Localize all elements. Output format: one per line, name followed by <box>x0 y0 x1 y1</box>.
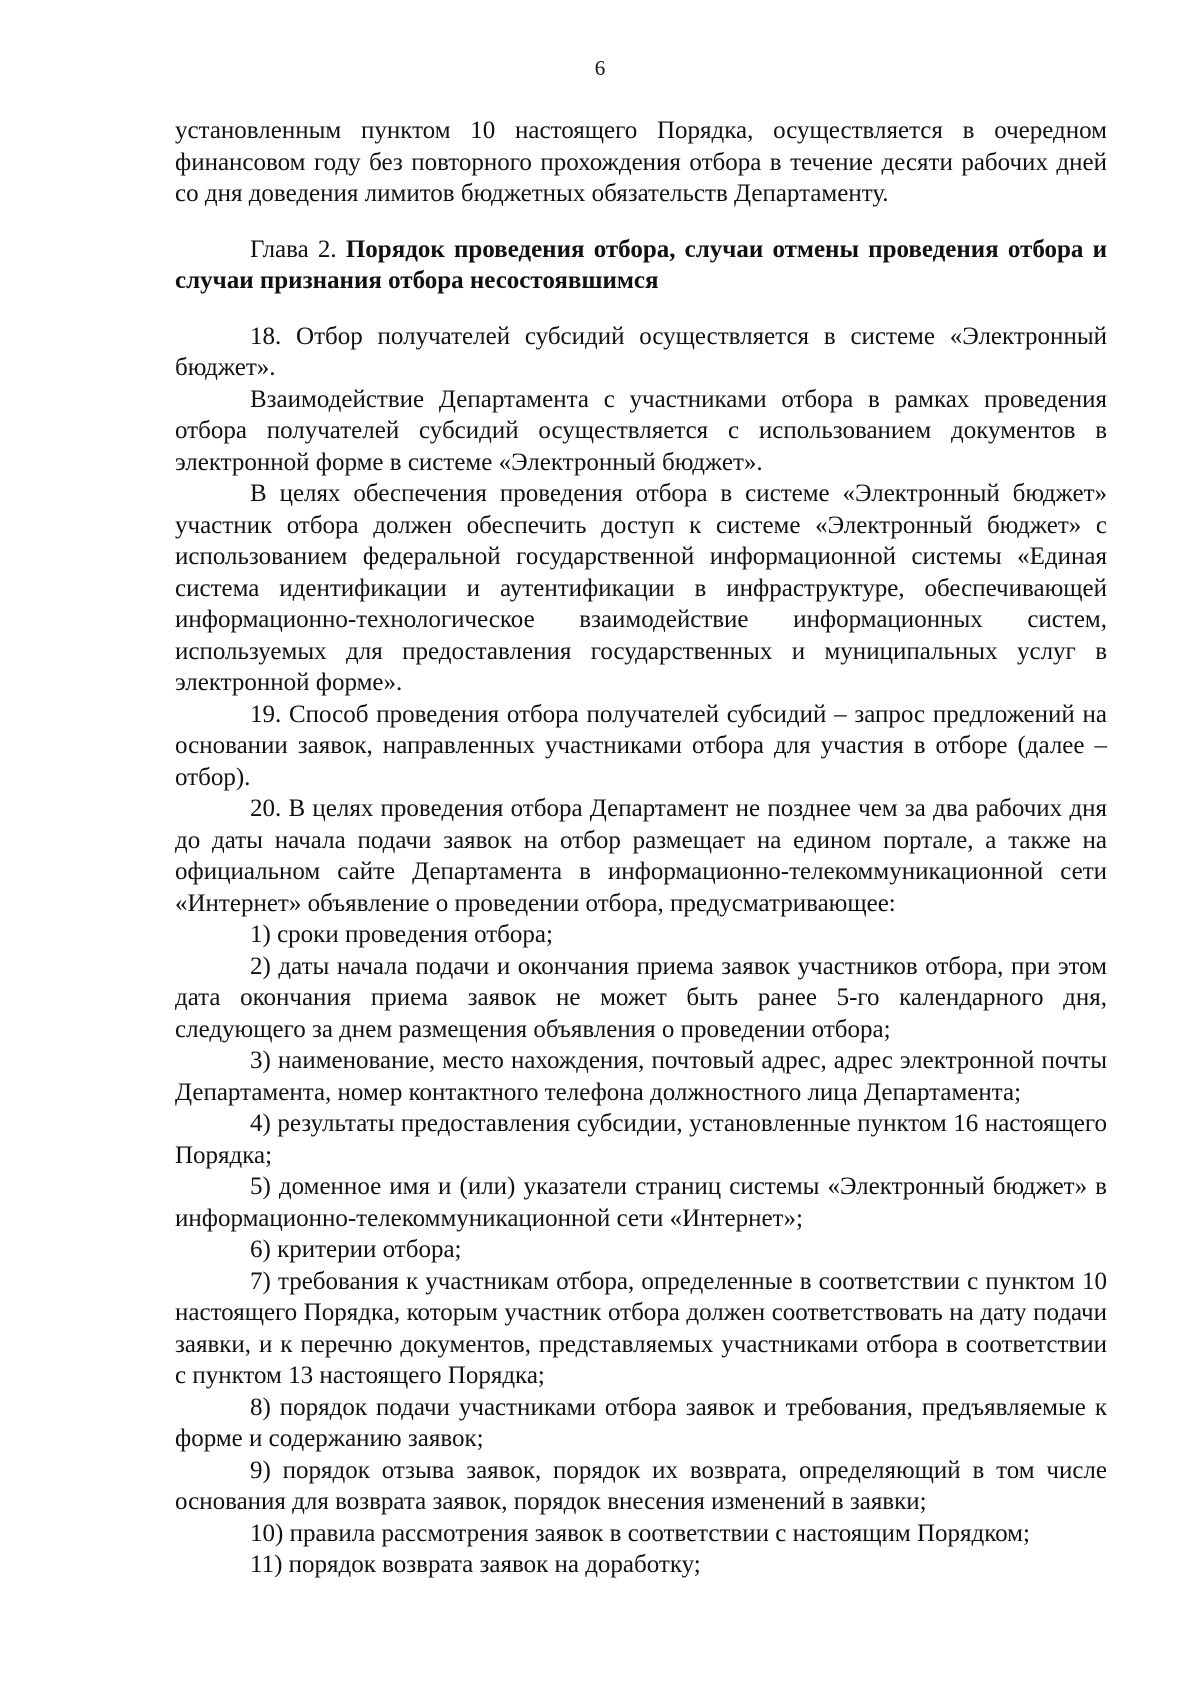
list-item-11: 11) порядок возврата заявок на доработку; <box>250 1551 701 1578</box>
list-item-5: 5) доменное имя и (или) указатели страниц системы «Электронный бюджет» в информационно-телекоммуникационной сети «Интернет»; <box>175 1173 1107 1232</box>
chapter-title: Порядок проведения отбора, случаи отмены проведения отбора и случаи признания отбора несостоявшимся <box>175 235 1107 294</box>
paragraph-20: 20. В целях проведения отбора Департамент не позднее чем за два рабочих дня до даты начала подачи заявок на отбор размещает на едином портале, а также на официальном сайте Департамента в информационно-телекоммуникационной сети «Интернет» объявление о проведении отбора, предусматривающее: <box>175 795 1107 917</box>
chapter-heading <box>175 234 1107 297</box>
list-item-4: 4) результаты предоставления субсидии, установленные пунктом 16 настоящего Порядка; <box>175 1110 1107 1169</box>
list-item-2: 2) даты начала подачи и окончания приема заявок участников отбора, при этом дата окончания приема заявок не может быть ранее 5-го календарного дня, следующего за днем размещения объявления о проведении отбора; <box>175 952 1107 1043</box>
document-body <box>175 115 1107 1581</box>
list-item-9: 9) порядок отзыва заявок, порядок их возврата, определяющий в том числе основания для возврата заявок, порядок внесения изменений в заявки; <box>175 1456 1107 1515</box>
list-item-6: 6) критерии отбора; <box>250 1236 462 1263</box>
paragraph-18-access: В целях обеспечения проведения отбора в системе «Электронный бюджет» участник отбора должен обеспечить доступ к системе «Электронный бюджет» с использованием федеральной государственной информационной системы «Единая система идентификации и аутентификации в инфраструктуре, обеспечивающей информационно-технологическое взаимодействие информационных систем, используемых для предоставления государственных и муниципальных услуг в электронной форме». <box>175 480 1107 696</box>
list-item-10: 10) правила рассмотрения заявок в соответствии с настоящим Порядком; <box>250 1519 1030 1547</box>
list-item-8: 8) порядок подачи участниками отбора заявок и требования, предъявляемые к форме и содержанию заявок; <box>175 1393 1107 1452</box>
list-item-3: 3) наименование, место нахождения, почтовый адрес, адрес электронной почты Департамента, номер контактного телефона должностного лица Департамента; <box>175 1047 1107 1106</box>
chapter-prefix: Глава 2. <box>250 235 346 263</box>
list-item-1: 1) сроки проведения отбора; <box>250 921 553 948</box>
paragraph-18-interaction: Взаимодействие Департамента с участниками отбора в рамках проведения отбора получателей субсидий осуществляется с использованием документов в электронной форме в системе «Электронный бюджет». <box>175 385 1107 476</box>
page-number: 6 <box>594 56 606 80</box>
list-item-7: 7) требования к участникам отбора, определенные в соответствии с пунктом 10 настоящего Порядка, которым участник отбора должен соответствовать на дату подачи заявки, и к перечню документов, представляемых участниками отбора в соответствии с пунктом 13 настоящего Порядка; <box>175 1267 1107 1389</box>
paragraph-continuation: установленным пунктом 10 настоящего Порядка, осуществляется в очередном финансовом году без повторного прохождения отбора в течение десяти рабочих дней со дня доведения лимитов бюджетных обязательств Департаменту. <box>175 117 1107 207</box>
paragraph-19: 19. Способ проведения отбора получателей субсидий – запрос предложений на основании заявок, направленных участниками отбора для участия в отборе (далее – отбор). <box>175 700 1107 791</box>
paragraph-18: 18. Отбор получателей субсидий осуществляется в системе «Электронный бюджет». <box>175 322 1107 381</box>
